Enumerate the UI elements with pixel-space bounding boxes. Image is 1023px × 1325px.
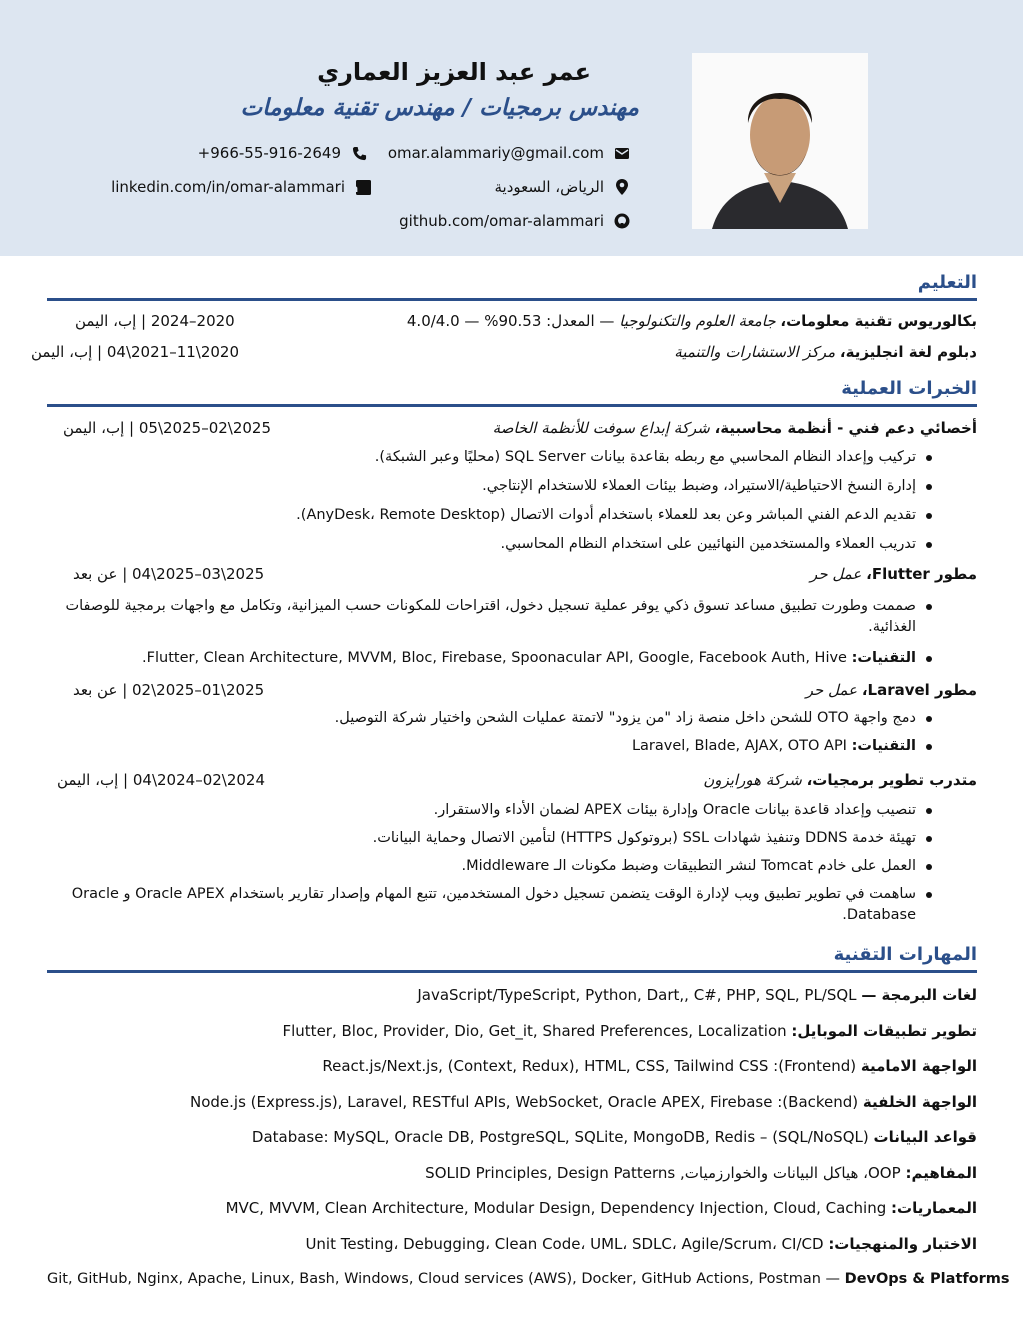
job-entry [47, 675, 977, 757]
job-entry [47, 765, 977, 926]
skill-label: تطوير تطبيقات الموبايل: [791, 1021, 977, 1040]
job-role: أخصائي دعم فني - أنظمة محاسبية، [714, 419, 977, 437]
skill-row [47, 1014, 977, 1050]
envelope-icon [614, 145, 630, 161]
email-text[interactable]: omar.alammariy@gmail.com [387, 144, 604, 162]
skill-row [47, 1262, 1010, 1298]
linkedin-icon [348, 179, 371, 195]
contact-location [494, 178, 630, 196]
skill-value: (Frontend): React.js/Next.js, (Context, Redux), HTML, CSS, Tailwind CSS [322, 1057, 861, 1075]
tech-list: Flutter, Clean Architecture, MVVM, Bloc, Firebase, Spoonacular API, Google, Facebook Auth, Hive. [142, 650, 852, 666]
job-bullet: تهيئة خدمة DDNS وتنفيذ شهادات SSL (بروتوكول HTTPS) لتأمين الاتصال وحماية البيانات. [47, 828, 977, 849]
skill-label: قواعد البيانات [873, 1128, 977, 1146]
degree: بكالوريوس تقنية معلومات، [780, 312, 977, 330]
job-entry [47, 413, 977, 555]
skill-label: لغات البرمجة — [861, 986, 977, 1004]
skill-label: DevOps & Platforms [844, 1271, 1010, 1287]
job-dates: 2025\02–2025\05 | إب، اليمن [63, 419, 272, 437]
skill-label: المفاهيم: [905, 1163, 977, 1182]
job-bullet: تدريب العملاء والمستخدمين النهائيين على استخدام النظام المحاسبي. [47, 534, 977, 555]
education-dates: 2020\11–2021\04 | إب، اليمن [31, 343, 240, 361]
job-bullet: تنصيب وإعداد قاعدة بيانات Oracle وإدارة بيئات APEX لضمان الأداء والاستقرار. [47, 800, 977, 821]
job-bullet: تركيب وإعداد النظام المحاسبي مع ربطه بقاعدة بيانات SQL Server (محليًا وعبر الشبكة). [47, 447, 977, 468]
education-item [47, 306, 977, 337]
github-icon [614, 213, 630, 229]
skill-row [47, 1191, 977, 1227]
skills-section [47, 944, 1010, 1298]
job-role: مطور Laravel، [861, 681, 977, 699]
map-pin-icon [614, 179, 630, 195]
skill-row [47, 978, 977, 1014]
job-role: مطور Flutter، [866, 565, 977, 583]
tech-label: التقنيات: [851, 738, 916, 754]
education-item [31, 337, 977, 368]
job-bullet: ساهمت في تطوير تطبيق ويب لإدارة الوقت يتضمن تسجيل دخول المستخدمين، تتبع المهام وإصدار تقارير باستخدام Oracle APEX و Oracle Database. [47, 884, 977, 926]
job-bullet: صممت وطورت تطبيق مساعد تسوق ذكي يوفر عملية تسجيل دخول، اقتراحات للمكونات حسب الميزانية، وتكامل مع واجهات برمجية للوصفات الغذائية. [47, 596, 977, 638]
job-company: عمل حر [810, 565, 862, 583]
skill-value: Git, GitHub, Nginx, Apache, Linux, Bash, Windows, Cloud services (AWS), Docker, GitHub Actions, Postman — [47, 1271, 845, 1287]
tech-label: التقنيات: [851, 650, 916, 666]
institution: مركز الاستشارات والتنمية [674, 343, 836, 361]
job-dates: 2024\02–2024\04 | إب، اليمن [57, 771, 266, 789]
skill-label: الاختبار والمنهجيات: [828, 1234, 977, 1253]
experience-section [47, 378, 977, 926]
education-section [31, 272, 977, 368]
contact-github[interactable] [399, 212, 630, 230]
section-heading: التعليم [47, 272, 977, 301]
github-text[interactable]: github.com/omar-alammari [399, 212, 604, 230]
skill-value: JavaScript/TypeScript, Python, Dart,, C#, PHP, SQL, PL/SQL [417, 986, 862, 1004]
job-bullet: إدارة النسخ الاحتياطية/الاستيراد، وضبط بيئات العملاء للاستخدام الإنتاجي. [47, 476, 977, 497]
degree: دبلوم لغة انجليزية، [839, 343, 977, 361]
skill-row [47, 1049, 977, 1085]
job-bullet: دمج واجهة OTO للشحن داخل منصة زاد "من يزود" لاتمتة عمليات الشحن واختيار شركة التوصيل. [47, 708, 977, 729]
job-dates: 2025\01–2025\02 | عن بعد [73, 681, 265, 699]
skill-row [47, 1156, 977, 1192]
skill-value: MVC, MVVM, Clean Architecture, Modular Design, Dependency Injection, Cloud, Caching [225, 1199, 892, 1217]
job-bullet: تقديم الدعم الفني المباشر وعن بعد للعملاء باستخدام أدوات الاتصال (AnyDesk، Remote Desktop). [47, 505, 977, 526]
skill-row [47, 1227, 977, 1263]
job-company: شركة إبداع سوفت للأنظمة الخاصة [492, 419, 710, 437]
profile-photo [692, 53, 868, 229]
job-company: عمل حر [805, 681, 858, 699]
contact-phone[interactable] [198, 144, 367, 162]
skill-value: (Backend): Node.js (Express.js), Laravel, RESTful APIs, WebSocket, Oracle APEX, Firebase [189, 1092, 863, 1111]
svg-text:in: in [348, 183, 358, 195]
phone-text[interactable]: +966-55-916-2649 [197, 144, 341, 162]
skill-value: (SQL/NoSQL) – Database: MySQL, Oracle DB, PostgreSQL, SQLite, MongoDB, Redis [251, 1128, 874, 1146]
skill-value: OOP، هياكل البيانات والخوارزميات, SOLID Principles, Design Patterns [425, 1163, 906, 1182]
job-bullet: العمل على خادم Tomcat لنشر التطبيقات وضبط مكونات الـ Middleware. [47, 856, 977, 877]
education-dates: 2020–2024 | إب، اليمن [75, 312, 235, 330]
skill-value: Flutter, Bloc, Provider, Dio, Get_it, Shared Preferences, Localization [282, 1021, 792, 1040]
skill-label: الواجهة الامامية [860, 1057, 977, 1075]
location-text: الرياض، السعودية [494, 178, 604, 196]
job-company: شركة هورايزون [703, 771, 802, 789]
tech-list: Laravel, Blade, AJAX, OTO API [631, 738, 852, 754]
contact-linkedin[interactable] [111, 178, 371, 196]
phone-icon [351, 145, 367, 161]
contact-email[interactable] [388, 144, 630, 162]
full-name: عمر عبد العزيز العماري [317, 58, 591, 86]
job-tech-bullet [47, 736, 977, 757]
section-heading: المهارات التقنية [47, 944, 977, 973]
gpa: — المعدل: 90.53% — 4.0/4.0 [406, 312, 620, 330]
resume-header [0, 0, 1023, 256]
linkedin-text[interactable]: linkedin.com/in/omar-alammari [111, 178, 345, 196]
skill-label: الواجهة الخلفية [862, 1092, 977, 1111]
section-heading: الخبرات العملية [47, 378, 977, 407]
job-role: متدرب تطوير برمجيات، [806, 771, 977, 789]
job-tech-bullet [47, 648, 977, 669]
job-entry [47, 559, 977, 669]
institution: جامعة العلوم والتكنولوجيا [619, 312, 776, 330]
job-dates: 2025\03–2025\04 | عن بعد [73, 565, 265, 583]
skill-value: Unit Testing، Debugging، Clean Code، UML، SDLC، Agile/Scrum، CI/CD [305, 1234, 829, 1253]
job-title: مهندس برمجيات / مهندس تقنية معلومات [240, 95, 639, 121]
skill-label: المعماريات: [891, 1199, 977, 1217]
skill-row [47, 1085, 977, 1121]
skill-row [47, 1120, 977, 1156]
